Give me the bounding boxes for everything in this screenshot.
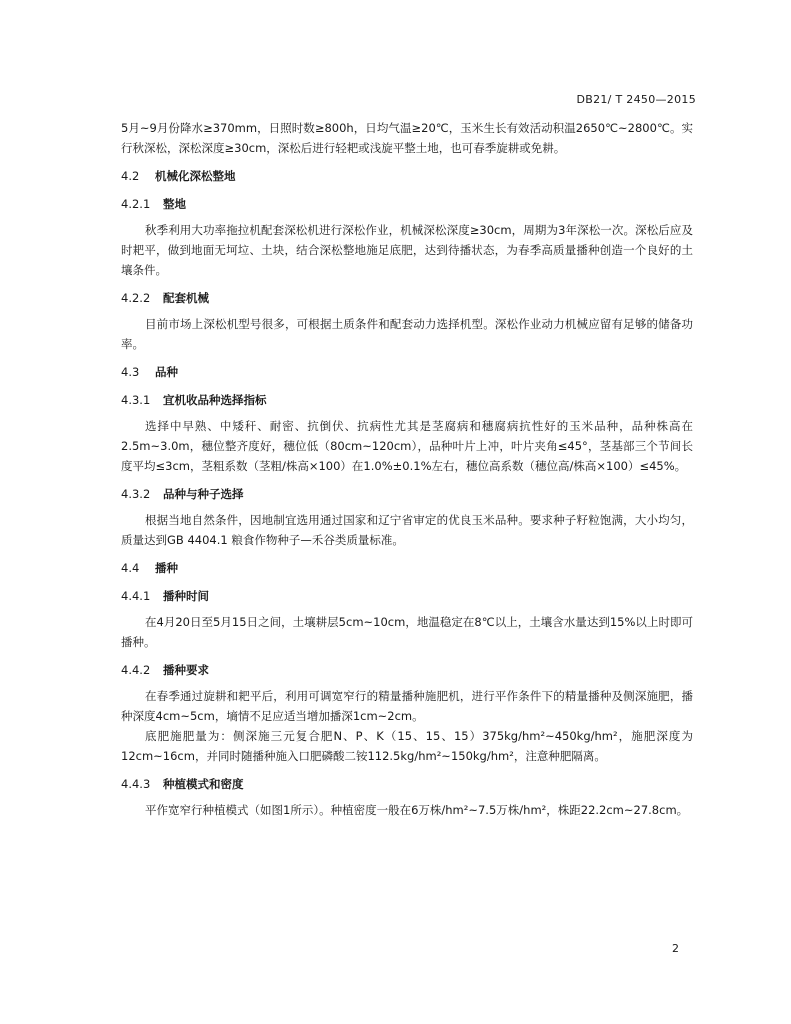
section-title: 播种 (155, 561, 178, 575)
section-heading-4-3-2 (121, 484, 693, 504)
section-number: 4.4 (121, 561, 140, 575)
document-body (121, 118, 693, 820)
document-code: DB21/ T 2450—2015 (576, 93, 696, 106)
section-heading-4-2-1 (121, 194, 693, 214)
section-number: 4.4.2 (121, 663, 151, 677)
section-number: 4.3.1 (121, 393, 151, 407)
section-number: 4.2.2 (121, 291, 151, 305)
section-title: 机械化深松整地 (155, 169, 236, 183)
paragraph: 在春季通过旋耕和耙平后，利用可调宽窄行的精量播种施肥机，进行平作条件下的精量播种及侧深施肥，播种深度4cm~5cm，墒情不足应适当增加播深1cm~2cm。 (121, 689, 693, 723)
section-title: 品种 (155, 365, 178, 379)
section-number: 4.2 (121, 169, 140, 183)
section-number: 4.3 (121, 365, 140, 379)
section-title: 播种要求 (163, 663, 209, 677)
paragraph: 根据当地自然条件，因地制宜选用通过国家和辽宁省审定的优良玉米品种。要求种子籽粒饱满，大小均匀，质量达到GB 4404.1 粮食作物种子—禾谷类质量标准。 (121, 513, 693, 547)
section-number: 4.2.1 (121, 197, 151, 211)
page-number: 2 (672, 942, 679, 955)
paragraph: 在4月20日至5月15日之间，土壤耕层5cm~10cm，地温稳定在8℃以上，土壤含水量达到15%以上时即可播种。 (121, 615, 693, 649)
paragraph: 选择中早熟、中矮秆、耐密、抗倒伏、抗病性尤其是茎腐病和穗腐病抗性好的玉米品种，品种株高在2.5m~3.0m，穗位整齐度好，穗位低（80cm~120cm），品种叶片上冲，叶片夹角≤45°，茎基部三个节间长度平均≤3cm，茎粗系数（茎粗/株高×100）在1.0%±0.1%左右，穗位高系数（穗位高/株高×100）≤45%。 (121, 419, 693, 473)
section-number: 4.4.1 (121, 589, 151, 603)
section-heading-4-4-3 (121, 774, 693, 794)
section-number: 4.4.3 (121, 777, 151, 791)
section-title: 播种时间 (163, 589, 209, 603)
section-title: 种植模式和密度 (163, 777, 244, 791)
paragraph: 5月~9月份降水≥370mm，日照时数≥800h，日均气温≥20℃，玉米生长有效活动积温2650℃~2800℃。实行秋深松，深松深度≥30cm，深松后进行轻耙或浅旋平整土地，也可春季旋耕或免耕。 (121, 121, 693, 155)
section-number: 4.3.2 (121, 487, 151, 501)
section-heading-4-4 (121, 558, 693, 578)
section-heading-4-4-1 (121, 586, 693, 606)
section-heading-4-3-1 (121, 390, 693, 410)
paragraph: 底肥施肥量为：侧深施三元复合肥N、P、K（15、15、15）375kg/hm²~450kg/hm²，施肥深度为12cm~16cm，并同时随播种施入口肥磷酸二铵112.5kg/hm²~150kg/hm²，注意种肥隔离。 (121, 729, 693, 763)
section-title: 整地 (163, 197, 186, 211)
paragraph: 目前市场上深松机型号很多，可根据土质条件和配套动力选择机型。深松作业动力机械应留有足够的储备功率。 (121, 317, 693, 351)
paragraph: 秋季利用大功率拖拉机配套深松机进行深松作业，机械深松深度≥30cm，周期为3年深松一次。深松后应及时耙平，做到地面无坷垃、土块，结合深松整地施足底肥，达到待播状态，为春季高质量播种创造一个良好的土壤条件。 (121, 223, 693, 277)
section-title: 宜机收品种选择指标 (163, 393, 267, 407)
section-heading-4-3 (121, 362, 693, 382)
section-heading-4-4-2 (121, 660, 693, 680)
paragraph: 平作宽窄行种植模式（如图1所示）。种植密度一般在6万株/hm²~7.5万株/hm²，株距22.2cm~27.8cm。 (145, 803, 689, 817)
section-title: 品种与种子选择 (163, 487, 244, 501)
section-title: 配套机械 (163, 291, 209, 305)
section-heading-4-2 (121, 166, 693, 186)
section-heading-4-2-2 (121, 288, 693, 308)
